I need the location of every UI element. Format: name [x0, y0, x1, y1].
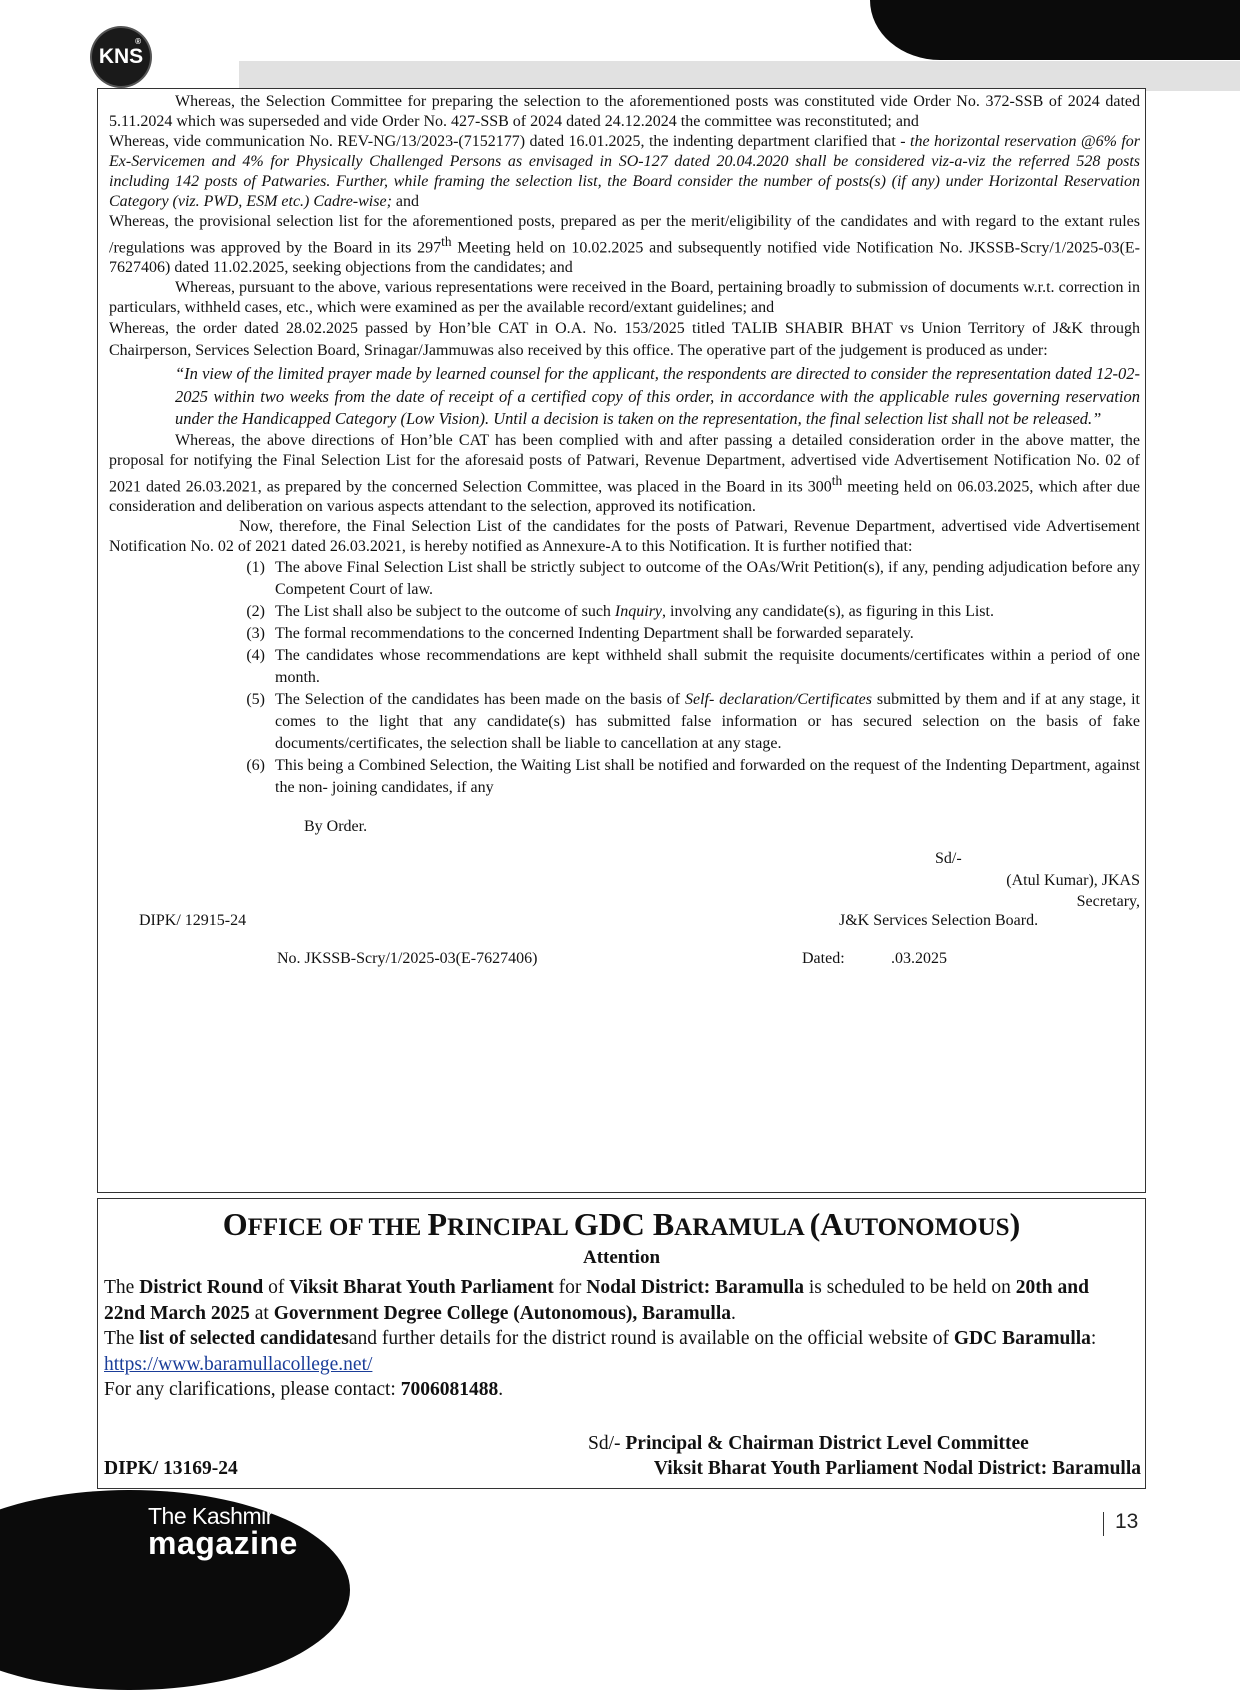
contact-line: For any clarifications, please contact: 7006081488. — [104, 1379, 504, 1400]
gdc-baramulla-notice — [97, 1198, 1146, 1489]
dipk-number: DIPK/ 12915-24 — [139, 912, 247, 930]
paragraph: Whereas, the order dated 28.02.2025 passed by Hon’ble CAT in O.A. No. 153/2025 titled TALIB SHABIR BHAT vs Union Territory of J&K through Chairperson, Services Selection Board, Srinagar/Jammuwas also received by this office. The operative part of the judgement is produced as under: — [109, 320, 1140, 359]
jkssb-notification — [97, 88, 1146, 1193]
by-order: By Order. — [304, 818, 368, 836]
dated-value: .03.2025 — [891, 950, 947, 968]
kns-logo: KNS ® — [92, 28, 150, 86]
reference-number: No. JKSSB-Scry/1/2025-03(E-7627406) — [277, 950, 538, 968]
signatory-name: (Atul Kumar), JKAS — [1006, 872, 1140, 890]
judgement-quote: “In view of the limited prayer made by learned counsel for the applicant, the respondents are directed to consider the representation dated 12-02-2025 within two weeks from the date of receipt of a certified copy of this order, in accordance with the applicable rules governing reservation under the Handicapped Category (Low Vision). Until a decision is taken on the representation, the final selection list shall not be released.” — [175, 364, 1140, 429]
dipk-number: DIPK/ 13169-24 — [104, 1458, 238, 1479]
paragraph: The list of selected candidatesand further details for the district round is available on the official website of GDC Baramulla: — [104, 1328, 1097, 1349]
list-item: (4) The candidates whose recommendations are kept withheld shall submit the requisite documents/certificates within a period of one month. — [246, 647, 1140, 687]
notice-title: OFFICE OF THE PRINCIPAL GDC BARAMULA (AUTONOMOUS) — [222, 1206, 1021, 1242]
paragraph: Whereas, pursuant to the above, various representations were received in the Board, pertaining broadly to submission of documents w.r.t. correction in particulars, withheld cases, etc., which were examined as per the available record/extant guidelines; and — [109, 279, 1140, 317]
kashmir-magazine-logo: The Kashmir magazine — [148, 1503, 298, 1561]
list-item: (5) The Selection of the candidates has been made on the basis of Self- declaration/Certificates submitted by them and if at any stage, it comes to the light that any candidate(s) has submitted false information or has secured selection on the basis of fake documents/certificates, the selection shall be liable to cancellation at any stage. — [246, 691, 1140, 753]
signature-block — [109, 799, 1140, 968]
principal-signature: Sd/- Principal & Chairman District Level Committee — [588, 1433, 1029, 1454]
page-number: 13 — [1115, 1510, 1139, 1533]
board-name: J&K Services Selection Board. — [839, 912, 1039, 930]
paragraph: The District Round of Viksit Bharat Youth Parliament for Nodal District: Baramulla is scheduled to be held on 20th and 22nd March 2025 at Government Degree College (Autonomous), Baramulla. — [104, 1277, 1089, 1324]
list-item: (1) The above Final Selection List shall be strictly subject to outcome of the OAs/Writ Petition(s), if any, pending adjudication before any Competent Court of law. — [246, 559, 1140, 599]
paragraph: Whereas, the above directions of Hon’ble CAT has been complied with and after passing a detailed consideration order in the above matter, the proposal for notifying the Final Selection List for the aforesaid posts of Patwari, Revenue Department, advertised vide Advertisement Notification No. 02 of 2021 dated 26.03.2021, as prepared by the concerned Selection Committee, was placed in the Board in its 300th meeting held on 06.03.2025, which after due consideration and deliberation on various aspects attendant to the selection, approved its notification. — [109, 431, 1141, 516]
header-band — [239, 61, 1240, 91]
paragraph: Now, therefore, the Final Selection List of the candidates for the posts of Patwari, Revenue Department, advertised vide Advertisement Notification No. 02 of 2021 dated 26.03.2021, is hereby notified as Annexure-A to this Notification. It is further notified that: — [109, 518, 1140, 556]
list-item: (2) The List shall also be subject to the outcome of such Inquiry, involving any candidate(s), as figuring in this List. — [246, 603, 994, 621]
website-link[interactable]: https://www.baramullacollege.net/ — [104, 1353, 373, 1375]
attention-heading: Attention — [582, 1247, 661, 1268]
list-item: (6) This being a Combined Selection, the Waiting List shall be notified and forwarded on the request of the Indenting Department, against the non- joining candidates, if any — [246, 757, 1140, 797]
paragraph: Whereas, the provisional selection list for the aforementioned posts, prepared as per the merit/eligibility of the candidates and with regard to the extant rules /regulations was approved by the Board in its 297th Meeting held on 10.02.2025 and subsequently notified vide Notification No. JKSSB-Scry/1/2025-03(E-7627406) dated 11.02.2025, seeking objections from the candidates; and — [109, 213, 1141, 277]
page-number-divider — [1103, 1512, 1104, 1536]
dated-label: Dated: — [802, 950, 845, 968]
paragraph: Whereas, the Selection Committee for preparing the selection to the aforementioned posts was constituted vide Order No. 372-SSB of 2024 dated 5.11.2024 which was superseded and vide Order No. 427-SSB of 2024 dated 24.12.2024 the committee was reconstituted; and — [109, 93, 1140, 130]
list-item: (3) The formal recommendations to the concerned Indenting Department shall be forwarded separately. — [246, 625, 914, 643]
paragraph: Whereas, vide communication No. REV-NG/13/2023-(7152177) dated 16.01.2025, the indenting department clarified that - the horizontal reservation @6% for Ex-Servicemen and 4% for Physically Challenged Persons as envisaged in SO-127 dated 20.04.2020 shall be considered viz-a-viz the referred 528 posts including 142 posts of Patwaries. Further, while framing the selection list, the Board consider the number of posts(s) (if any) under Horizontal Reservation Category (viz. PWD, ESM etc.) Cadre-wise; and — [109, 133, 1140, 210]
sd-mark: Sd/- — [935, 850, 962, 868]
signatory-designation: Secretary, — [1076, 893, 1140, 911]
header-decoration — [870, 0, 1240, 60]
committee-line: Viksit Bharat Youth Parliament Nodal District: Baramulla — [653, 1458, 1141, 1479]
